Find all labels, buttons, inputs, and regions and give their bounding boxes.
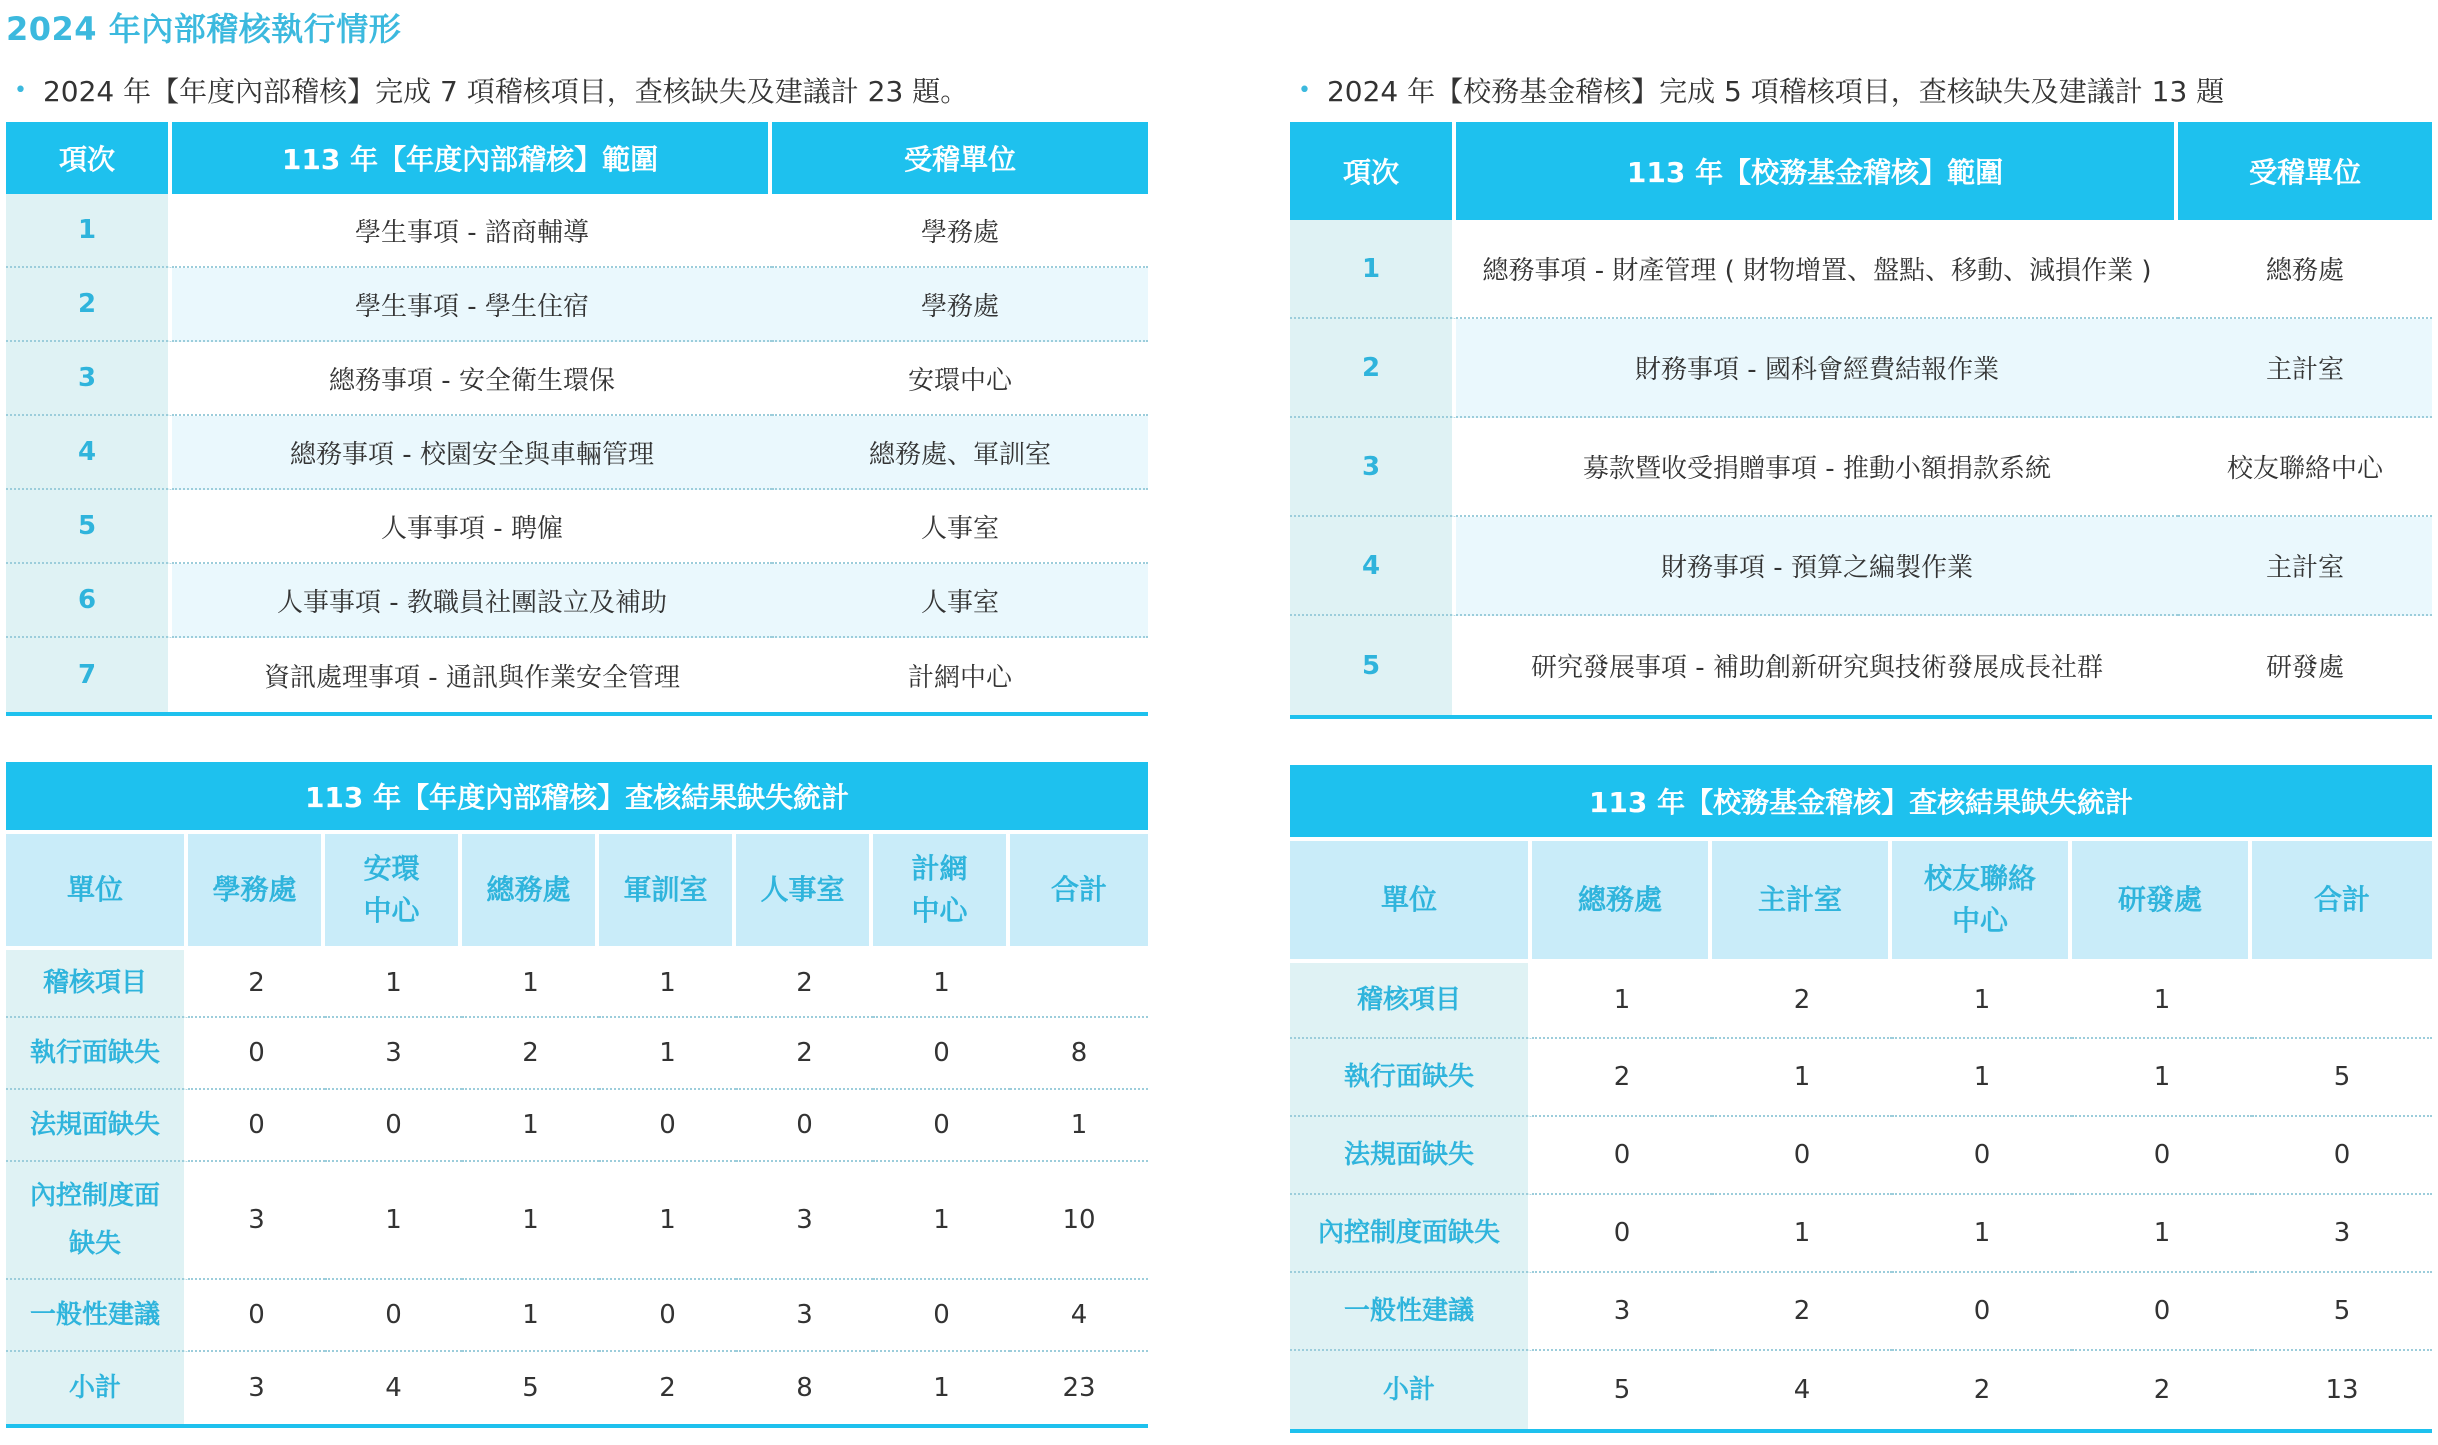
stats-cell: 1 [1010, 1090, 1148, 1162]
stats-row [6, 1352, 1148, 1424]
stats-cell: 2 [188, 946, 325, 1018]
header-audited-unit: 受稽單位 [2178, 122, 2432, 220]
stats-row [1290, 1351, 2432, 1429]
header-research-development: 研發處 [2072, 841, 2252, 959]
stats-caption: 113 年【年度內部稽核】查核結果缺失統計 [6, 762, 1148, 834]
stats-cell: 1 [2072, 1195, 2252, 1273]
stats-cell: 2 [1712, 959, 1892, 1039]
stats-cell: 0 [325, 1280, 462, 1352]
row-label: 稽核項目 [1290, 959, 1532, 1039]
stats-cell: 0 [1892, 1117, 2072, 1195]
item-no: 2 [6, 268, 172, 342]
row-label: 內控制度面缺失 [1290, 1195, 1532, 1273]
item-no: 6 [6, 564, 172, 638]
stats-cell: 0 [599, 1280, 736, 1352]
stats-row [1290, 1195, 2432, 1273]
stats-cell: 3 [736, 1280, 873, 1352]
scope-text: 總務事項 - 財產管理 ( 財物增置、盤點、移動、減損作業 ) [1456, 220, 2178, 319]
stats-cell: 0 [1712, 1117, 1892, 1195]
stats-cell: 0 [2252, 1117, 2432, 1195]
stats-cell [2252, 959, 2432, 1039]
stats-cell: 1 [2072, 959, 2252, 1039]
stats-cell: 1 [325, 946, 462, 1018]
bullet-dot-icon: • [1298, 77, 1311, 103]
scope-text: 學生事項 - 學生住宿 [172, 268, 772, 342]
stats-cell: 2 [1532, 1039, 1712, 1117]
row-label: 一般性建議 [1290, 1273, 1532, 1351]
header-unit: 單位 [6, 834, 188, 946]
stats-cell: 0 [736, 1090, 873, 1162]
row-label: 內控制度面 缺失 [6, 1162, 188, 1280]
annual-audit-summary [6, 62, 1148, 118]
scope-text: 學生事項 - 諮商輔導 [172, 194, 772, 268]
annual-audit-summary-text: 2024 年【年度內部稽核】完成 7 項稽核項目，查核缺失及建議計 23 題。 [42, 75, 969, 108]
page-title: 2024 年內部稽核執行情形 [6, 10, 402, 48]
table-row [6, 638, 1148, 712]
header-unit: 單位 [1290, 841, 1532, 959]
stats-row [1290, 1273, 2432, 1351]
stats-cell: 0 [2072, 1117, 2252, 1195]
header-general-affairs: 總務處 [1532, 841, 1712, 959]
stats-cell: 1 [462, 1090, 599, 1162]
header-item-no: 項次 [6, 122, 172, 194]
stats-cell: 1 [1712, 1039, 1892, 1117]
stats-cell: 23 [1062, 1373, 1096, 1403]
scope-text: 財務事項 - 預算之編製作業 [1456, 517, 2178, 616]
stats-row [1290, 1039, 2432, 1117]
fund-audit-summary [1290, 62, 2432, 118]
header-item-no: 項次 [1290, 122, 1456, 220]
stats-cell: 0 [2072, 1273, 2252, 1351]
stats-cell: 5 [2252, 1039, 2432, 1117]
annual-audit-section [6, 62, 1148, 1428]
stats-cell: 0 [1892, 1273, 2072, 1351]
audited-unit: 人事室 [772, 490, 1148, 564]
stats-cell: 1 [325, 1162, 462, 1280]
audited-unit: 人事室 [772, 564, 1148, 638]
header-total: 合計 [1010, 834, 1148, 946]
bullet-dot-icon: • [14, 77, 27, 103]
stats-row [1290, 959, 2432, 1039]
stats-cell: 0 [873, 1280, 1010, 1352]
scope-text: 研究發展事項 - 補助創新研究與技術發展成長社群 [1531, 653, 2103, 683]
audited-unit: 安環中心 [772, 342, 1148, 416]
scope-text: 人事事項 - 聘僱 [172, 490, 772, 564]
header-total: 合計 [2252, 841, 2432, 959]
stats-cell: 5 [2252, 1273, 2432, 1351]
annual-audit-stats-table [6, 762, 1148, 1428]
table-row [6, 342, 1148, 416]
scope-header-row [6, 122, 1148, 194]
stats-cell: 0 [873, 1090, 1010, 1162]
stats-cell: 3 [1532, 1273, 1712, 1351]
stats-cell: 3 [736, 1162, 873, 1280]
stats-cell: 4 [1793, 1375, 1811, 1405]
stats-cell: 5 [1613, 1375, 1631, 1405]
stats-cell: 1 [599, 1018, 736, 1090]
stats-cell: 5 [522, 1373, 539, 1403]
item-no: 3 [6, 342, 172, 416]
header-scope: 113 年【校務基金稽核】範圍 [1456, 122, 2178, 220]
stats-cell: 2 [1973, 1375, 1991, 1405]
table-row [6, 194, 1148, 268]
scope-text: 總務事項 - 校園安全與車輛管理 [172, 416, 772, 490]
row-label: 稽核項目 [6, 946, 188, 1018]
stats-cell: 0 [873, 1018, 1010, 1090]
scope-text: 財務事項 - 國科會經費結報作業 [1456, 319, 2178, 418]
item-no: 5 [6, 490, 172, 564]
stats-cell: 1 [1892, 1195, 2072, 1273]
scope-text: 募款暨收受捐贈事項 - 推動小額捐款系統 [1456, 418, 2178, 517]
table-row [6, 268, 1148, 342]
header-accounting: 主計室 [1712, 841, 1892, 959]
stats-cell: 8 [796, 1373, 813, 1403]
stats-cell [1010, 946, 1148, 1018]
header-scope: 113 年【年度內部稽核】範圍 [172, 122, 772, 194]
fund-audit-summary-text: 2024 年【校務基金稽核】完成 5 項稽核項目，查核缺失及建議計 13 題 [1326, 75, 2225, 108]
stats-row [6, 1090, 1148, 1162]
stats-cell: 1 [599, 946, 736, 1018]
row-label: 執行面缺失 [6, 1018, 188, 1090]
stats-cell: 1 [462, 1162, 599, 1280]
stats-cell: 1 [2072, 1039, 2252, 1117]
audited-unit: 主計室 [2178, 517, 2432, 616]
stats-cell: 2 [2153, 1375, 2171, 1405]
header-alumni-center: 校友聯絡 中心 [1892, 841, 2072, 959]
audited-unit: 總務處、軍訓室 [772, 416, 1148, 490]
audited-unit: 總務處 [2178, 220, 2432, 319]
stats-cell: 3 [188, 1162, 325, 1280]
header-computer-center: 計網 中心 [873, 834, 1010, 946]
fund-audit-section [1290, 62, 2432, 1433]
stats-cell: 0 [325, 1090, 462, 1162]
header-env-safety-center: 安環 中心 [325, 834, 462, 946]
header-student-affairs: 學務處 [188, 834, 325, 946]
table-row [1290, 418, 2432, 517]
stats-cell: 1 [1532, 959, 1712, 1039]
table-row [1290, 319, 2432, 418]
stats-cell: 1 [462, 946, 599, 1018]
audited-unit: 研發處 [2265, 653, 2344, 683]
stats-row [1290, 1117, 2432, 1195]
stats-row [6, 1018, 1148, 1090]
stats-row [6, 946, 1148, 1018]
stats-header-row [6, 834, 1148, 946]
audited-unit: 校友聯絡中心 [2178, 418, 2432, 517]
scope-text: 總務事項 - 安全衛生環保 [172, 342, 772, 416]
stats-cell: 1 [873, 1162, 1010, 1280]
header-military-training: 軍訓室 [599, 834, 736, 946]
stats-cell: 2 [659, 1373, 676, 1403]
table-row [1290, 616, 2432, 715]
stats-caption: 113 年【校務基金稽核】查核結果缺失統計 [1290, 765, 2432, 841]
stats-cell: 3 [2252, 1195, 2432, 1273]
item-no: 1 [1290, 220, 1456, 319]
stats-cell: 10 [1010, 1162, 1148, 1280]
stats-cell: 0 [1532, 1195, 1712, 1273]
stats-cell: 2 [462, 1018, 599, 1090]
annual-audit-scope-table [6, 122, 1148, 716]
stats-cell: 2 [736, 946, 873, 1018]
stats-cell: 8 [1010, 1018, 1148, 1090]
item-no: 2 [1290, 319, 1456, 418]
scope-text: 人事事項 - 教職員社團設立及補助 [172, 564, 772, 638]
stats-cell: 3 [325, 1018, 462, 1090]
table-row [6, 416, 1148, 490]
stats-cell: 0 [188, 1018, 325, 1090]
audited-unit: 學務處 [772, 194, 1148, 268]
stats-cell: 0 [599, 1090, 736, 1162]
audited-unit: 學務處 [772, 268, 1148, 342]
table-row [6, 564, 1148, 638]
stats-cell: 2 [1712, 1273, 1892, 1351]
stats-cell: 1 [933, 1373, 950, 1403]
table-row [1290, 220, 2432, 319]
item-no: 4 [1290, 517, 1456, 616]
item-no: 1 [6, 194, 172, 268]
row-label: 法規面缺失 [1290, 1117, 1532, 1195]
row-label: 一般性建議 [6, 1280, 188, 1352]
scope-header-row [1290, 122, 2432, 220]
item-no: 4 [6, 416, 172, 490]
stats-cell: 0 [1532, 1117, 1712, 1195]
row-label: 小計 [6, 1352, 188, 1424]
stats-cell: 3 [248, 1373, 265, 1403]
stats-cell: 1 [1892, 959, 2072, 1039]
row-label: 執行面缺失 [1290, 1039, 1532, 1117]
header-personnel: 人事室 [736, 834, 873, 946]
stats-cell: 2 [736, 1018, 873, 1090]
table-row [6, 490, 1148, 564]
header-audited-unit: 受稽單位 [772, 122, 1148, 194]
item-no: 5 [1290, 616, 1456, 715]
stats-cell: 4 [385, 1373, 402, 1403]
stats-cell: 1 [873, 946, 1010, 1018]
item-no: 3 [1290, 418, 1456, 517]
row-label: 小計 [1290, 1351, 1532, 1429]
stats-row [6, 1280, 1148, 1352]
audited-unit: 主計室 [2178, 319, 2432, 418]
stats-cell: 1 [462, 1280, 599, 1352]
item-no: 7 [6, 638, 172, 712]
stats-cell: 1 [599, 1162, 736, 1280]
stats-cell: 4 [1010, 1280, 1148, 1352]
stats-row [6, 1162, 1148, 1280]
stats-header-row [1290, 841, 2432, 959]
fund-audit-scope-table [1290, 122, 2432, 719]
stats-cell: 13 [2325, 1375, 2359, 1405]
fund-audit-stats-table [1290, 765, 2432, 1433]
stats-cell: 1 [1712, 1195, 1892, 1273]
stats-cell: 0 [188, 1280, 325, 1352]
stats-cell: 1 [1892, 1039, 2072, 1117]
audited-unit: 計網中心 [907, 662, 1012, 693]
row-label: 法規面缺失 [6, 1090, 188, 1162]
scope-text: 資訊處理事項 - 通訊與作業安全管理 [264, 662, 680, 693]
stats-cell: 0 [188, 1090, 325, 1162]
table-row [1290, 517, 2432, 616]
header-general-affairs: 總務處 [462, 834, 599, 946]
